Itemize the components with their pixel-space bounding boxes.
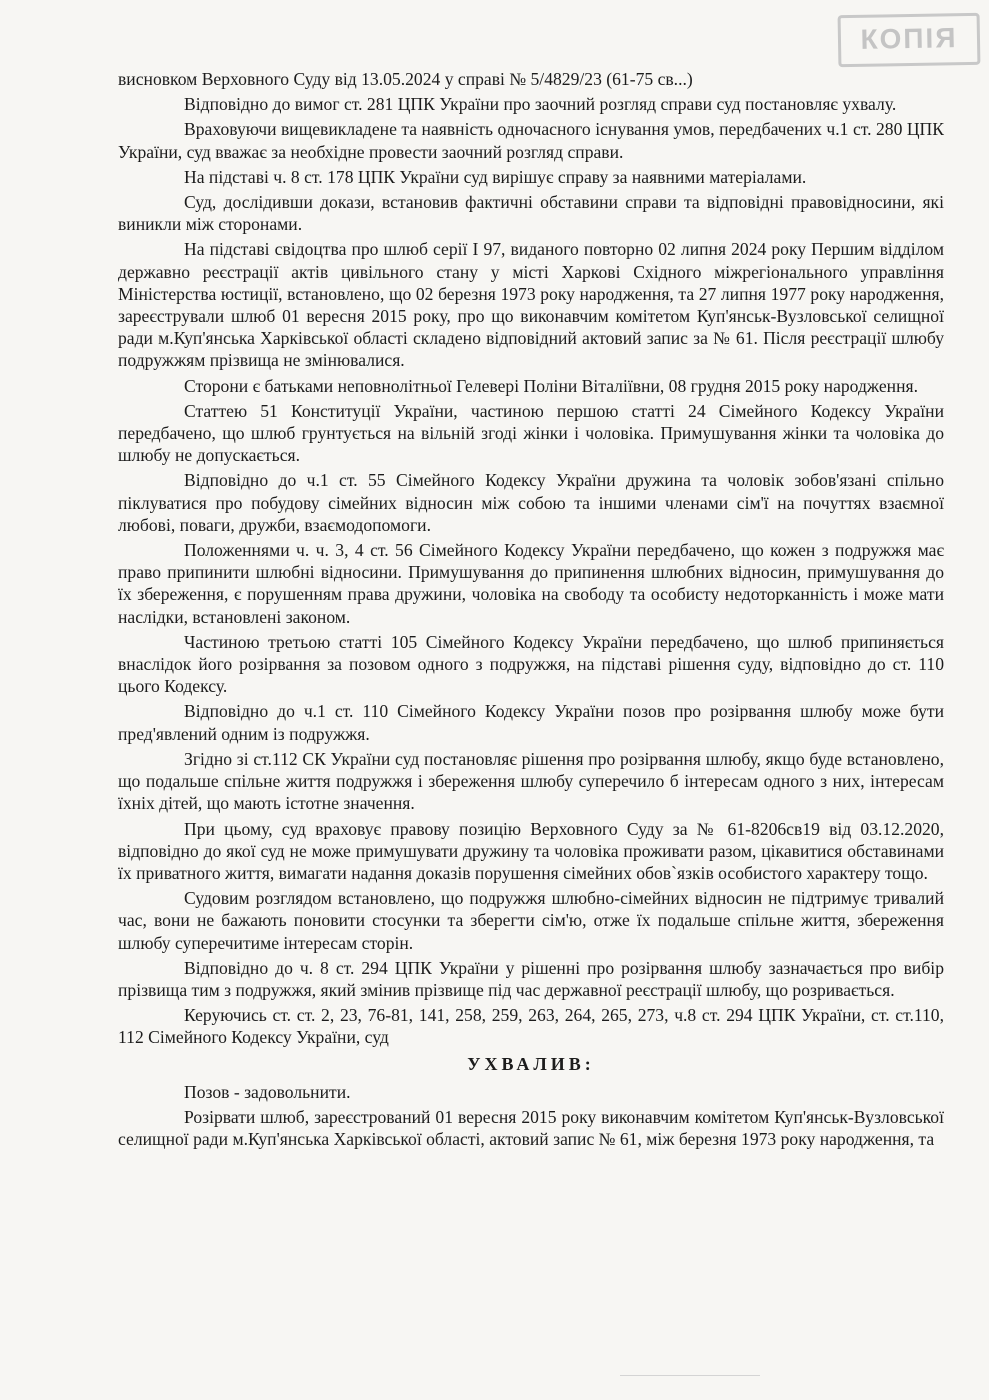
resolution-heading: УХВАЛИВ: [467,1053,595,1074]
paragraph-6: На підставі свідоцтва про шлюб серії І 97, виданого повторно 02 липня 2024 року Першим відділом державно реєстрації актів цивільного стану у місті Харкові Східного міжрегіонального управління Міністерства юстиції, встановлено, що 02 березня 1973 року народження, та 27 липня 1977 року народження, зареєстрували шлюб 01 вересня 2015 року, про що виконавчим комітетом Куп'янськ-Вузловської селищної ради м.Куп'янська Харківської області складено відповідний актовий запис за № 61. Після реєстрації шлюбу подружжям прізвища не змінювалися. [118,239,944,371]
paragraph-4: На підставі ч. 8 ст. 178 ЦПК України суд вирішує справу за наявними матеріалами. [184,166,807,187]
paragraph-1: висновком Верховного Суду від 13.05.2024 у справі № 5/4829/23 (61-75 св...) [118,69,693,89]
paragraph-10: Положеннями ч. ч. 3, 4 ст. 56 Сімейного Кодексу України передбачено, що кожен з подружжя має право припинити шлюбні відносини. Примушування до припинення шлюбних відносин, примушування до їх збереження, є порушенням права дружини, чоловіка на свободу та особисту недоторканність і може мати наслідки, встановлені законом. [118,540,944,627]
paragraph-11: Частиною третьою статті 105 Сімейного Кодексу України передбачено, що шлюб припиняється внаслідок його розірвання за позовом одного з подружжя, на підставі рішення суду, відповідно до ст. 110 цього Кодексу. [118,631,944,697]
paragraph-2: Відповідно до вимог ст. 281 ЦПК України про заочний розгляд справи суд постановляє ухвалу. [184,94,897,115]
paragraph-8: Статтею 51 Конституції України, частиною першою статті 24 Сімейного Кодексу України передбачено, що шлюб грунтується на вільній згоді жінки і чоловіка. Примушування жінки та чоловіка до шлюбу не допускається. [118,400,944,466]
document-body [118,68,944,1153]
paragraph-9: Відповідно до ч.1 ст. 55 Сімейного Кодексу України дружина та чоловік зобов'язані спільно піклуватися про побудову сімейних відносин між собою та іншими членами сім'ї на почуттях взаємної любові, поваги, дружби, взаємодопомоги. [118,470,944,535]
paragraph-3: Враховуючи вищевикладене та наявність одночасного існування умов, передбачених ч.1 ст. 280 ЦПК України, суд вважає за необхідне провести заочний розгляд справи. [118,119,944,162]
resolution-item-2: Розірвати шлюб, зареєстрований 01 вересня 2015 року виконавчим комітетом Куп'янськ-Вузловської селищної ради м.Куп'янська Харківської області, актовий запис № 61, між березня 1973 року народження, та [118,1106,944,1150]
paragraph-7: Сторони є батьками неповнолітньої Гелевері Поліни Віталіївни, 08 грудня 2015 року народження. [184,375,918,396]
footer-rule [620,1375,760,1376]
paragraph-15: Судовим розглядом встановлено, що подружжя шлюбно-сімейних відносин не підтримує тривалий час, вони не бажають поновити стосунки та зберегти сім'ю, отже їх подальше спільне життя, збереження шлюбу суперечитиме інтересам сторін. [118,888,944,953]
blurred-footer-area [0,1292,989,1400]
paragraph-16: Відповідно до ч. 8 ст. 294 ЦПК України у рішенні про розірвання шлюбу зазначається про вибір прізвища тим з подружжя, який змінив прізвище під час державної реєстрації шлюбу, що розривається. [118,957,944,1000]
paragraph-12: Відповідно до ч.1 ст. 110 Сімейного Кодексу України позов про розірвання шлюбу може бути пред'явлений одним із подружжя. [118,701,944,744]
paragraph-13: Згідно зі ст.112 СК України суд постановляє рішення про розірвання шлюбу, якщо буде встановлено, що подальше спільне життя подружжя і збереження шлюбу суперечило б інтересам одного з них, інтересам їхніх дітей, що мають істотне значення. [118,748,944,814]
paragraph-5: Суд, дослідивши докази, встановив фактичні обставини справи та відповідні правовідносини, які виникли між сторонами. [118,192,944,235]
copy-stamp: КОПІЯ [838,13,981,67]
paragraph-17: Керуючись ст. ст. 2, 23, 76-81, 141, 258, 259, 263, 264, 265, 273, ч.8 ст. 294 ЦПК України, ст. ст.110, 112 Сімейного Кодексу України, суд [118,1005,944,1048]
resolution-item-1: Позов - задовольнити. [184,1081,351,1102]
paragraph-14: При цьому, суд враховує правову позицію Верховного Суду за № 61-8206св19 від 03.12.2020, відповідно до якої суд не може примушувати дружину та чоловіка проживати разом, цікавитися обставинами їх приватного життя, вимагати надання доказів порушення сімейних обов`язків особистого характеру тощо. [118,818,944,883]
